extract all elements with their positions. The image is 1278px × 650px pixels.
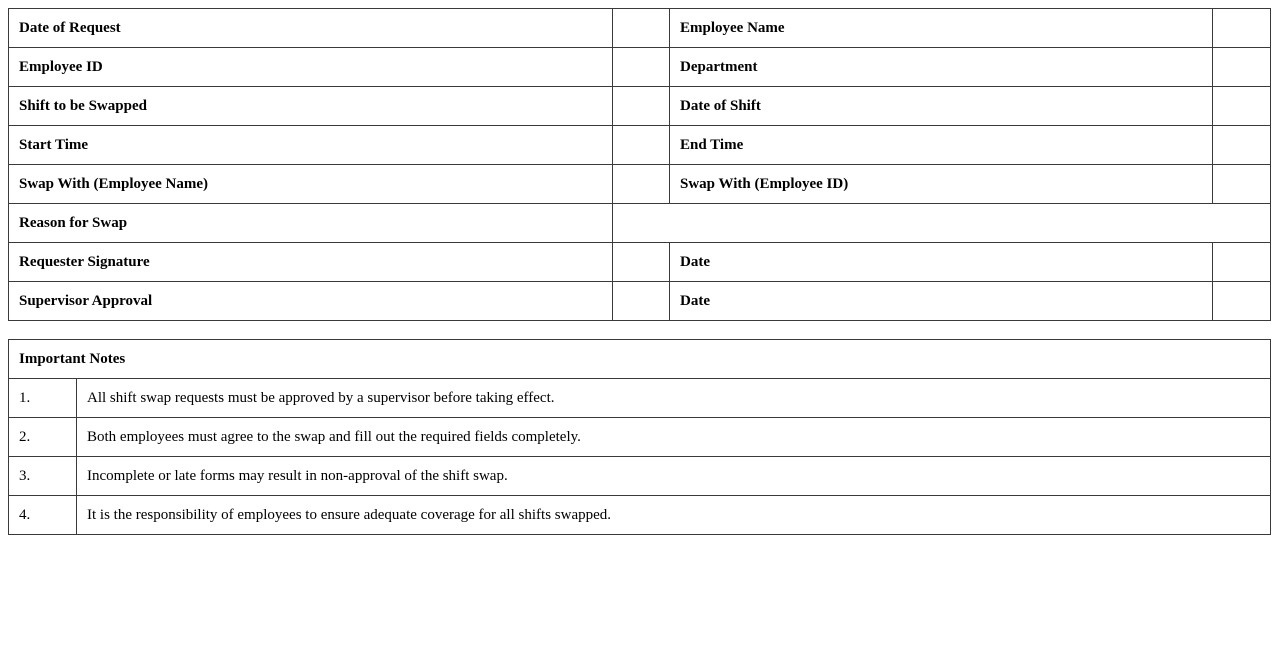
note-number: 4.: [9, 496, 77, 535]
note-text: All shift swap requests must be approved by a supervisor before taking effect.: [77, 379, 1271, 418]
swap-with-employee-name-label: Swap With (Employee Name): [9, 165, 613, 204]
form-row-shift-to-be-swapped: [9, 87, 1271, 126]
note-text: Incomplete or late forms may result in non-approval of the shift swap.: [77, 457, 1271, 496]
start-time-field[interactable]: [613, 126, 670, 165]
form-row-supervisor-approval: [9, 282, 1271, 321]
form-row-start-time: [9, 126, 1271, 165]
note-number: 3.: [9, 457, 77, 496]
supervisor-approval-field[interactable]: [613, 282, 670, 321]
requester-date-label: Date: [670, 243, 1213, 282]
date-of-request-label: Date of Request: [9, 9, 613, 48]
notes-header-row: [9, 340, 1271, 379]
supervisor-approval-label: Supervisor Approval: [9, 282, 613, 321]
date-of-shift-label: Date of Shift: [670, 87, 1213, 126]
requester-signature-label: Requester Signature: [9, 243, 613, 282]
form-row-requester-signature: [9, 243, 1271, 282]
end-time-field[interactable]: [1213, 126, 1271, 165]
supervisor-date-field[interactable]: [1213, 282, 1271, 321]
note-row: [9, 496, 1271, 535]
supervisor-date-label: Date: [670, 282, 1213, 321]
swap-with-employee-id-field[interactable]: [1213, 165, 1271, 204]
date-of-shift-field[interactable]: [1213, 87, 1271, 126]
note-text: It is the responsibility of employees to ensure adequate coverage for all shifts swapped.: [77, 496, 1271, 535]
note-row: [9, 379, 1271, 418]
note-text: Both employees must agree to the swap and fill out the required fields completely.: [77, 418, 1271, 457]
date-of-request-field[interactable]: [613, 9, 670, 48]
form-row-reason-for-swap: [9, 204, 1271, 243]
employee-id-field[interactable]: [613, 48, 670, 87]
important-notes-table: [8, 339, 1271, 535]
start-time-label: Start Time: [9, 126, 613, 165]
note-number: 1.: [9, 379, 77, 418]
requester-signature-field[interactable]: [613, 243, 670, 282]
requester-date-field[interactable]: [1213, 243, 1271, 282]
shift-swap-form-table: [8, 8, 1271, 321]
shift-to-be-swapped-field[interactable]: [613, 87, 670, 126]
employee-name-label: Employee Name: [670, 9, 1213, 48]
note-number: 2.: [9, 418, 77, 457]
note-row: [9, 457, 1271, 496]
end-time-label: End Time: [670, 126, 1213, 165]
reason-for-swap-label: Reason for Swap: [9, 204, 613, 243]
reason-for-swap-field[interactable]: [613, 204, 1271, 243]
department-field[interactable]: [1213, 48, 1271, 87]
note-row: [9, 418, 1271, 457]
notes-title: Important Notes: [9, 340, 1271, 379]
swap-with-employee-id-label: Swap With (Employee ID): [670, 165, 1213, 204]
form-row-employee-id: [9, 48, 1271, 87]
department-label: Department: [670, 48, 1213, 87]
shift-to-be-swapped-label: Shift to be Swapped: [9, 87, 613, 126]
employee-name-field[interactable]: [1213, 9, 1271, 48]
employee-id-label: Employee ID: [9, 48, 613, 87]
form-row-swap-with: [9, 165, 1271, 204]
form-row-date-of-request: [9, 9, 1271, 48]
swap-with-employee-name-field[interactable]: [613, 165, 670, 204]
